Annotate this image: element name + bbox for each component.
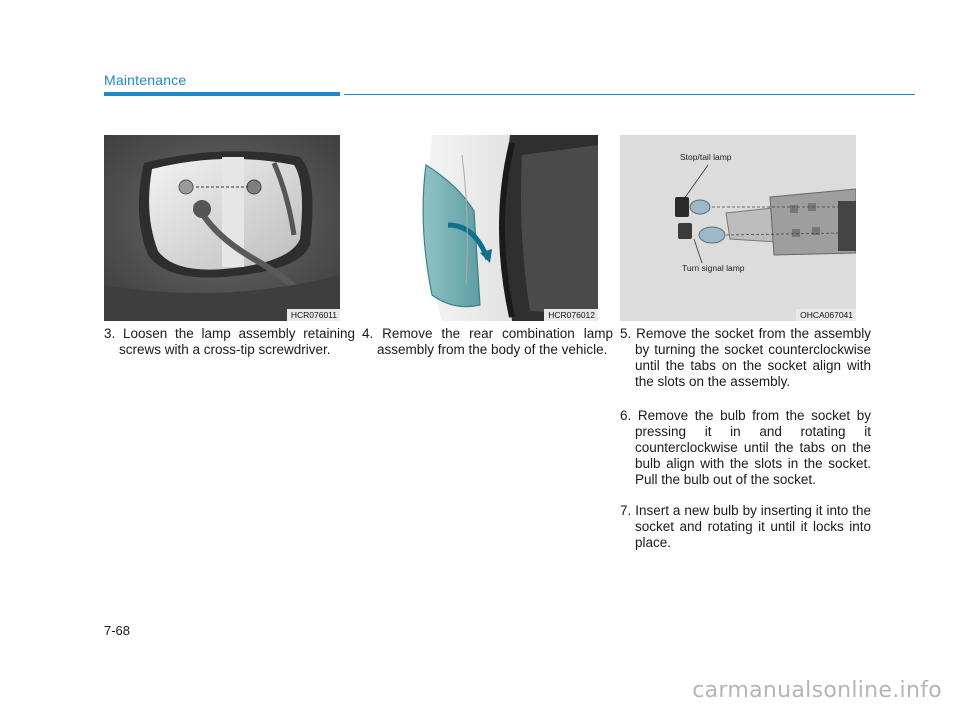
figure-remove-lamp bbox=[362, 135, 598, 321]
step-7: 7. Insert a new bulb by inserting it into the socket and rotating it until it locks into place. bbox=[620, 503, 871, 550]
watermark: carmanualsonline.info bbox=[692, 678, 942, 703]
step-3: 3. Loosen the lamp assembly retaining screws with a cross-tip screwdriver. bbox=[104, 326, 355, 357]
section-title: Maintenance bbox=[104, 72, 187, 88]
header-rule-thick bbox=[104, 92, 340, 96]
remove-lamp-illustration bbox=[362, 135, 598, 321]
step-5: 5. Remove the socket from the assembly by turning the socket counterclockwise until the tabs on the socket align with the slots on the assembly. bbox=[620, 326, 871, 389]
header-rule-thin bbox=[344, 94, 915, 96]
stop-tail-lamp-label: Stop/tail lamp bbox=[680, 152, 732, 162]
figure-bulb-socket bbox=[620, 135, 856, 321]
figure-lamp-screws bbox=[104, 135, 340, 321]
figure-code: OHCA067041 bbox=[796, 309, 856, 321]
turn-signal-lamp-label: Turn signal lamp bbox=[682, 263, 745, 273]
step-6: 6. Remove the bulb from the socket by pressing it in and rotating it counterclockwise until the tabs on the bulb align with the slots in the socket. Pull the bulb out of the socket. bbox=[620, 408, 871, 487]
step-4: 4. Remove the rear combination lamp assembly from the body of the vehicle. bbox=[362, 326, 613, 357]
figure-code: HCR076012 bbox=[544, 309, 598, 321]
page-number: 7-68 bbox=[104, 623, 131, 638]
figure-code: HCR076011 bbox=[287, 309, 340, 321]
bulb-socket-illustration bbox=[620, 135, 856, 321]
lamp-screws-illustration bbox=[104, 135, 340, 321]
